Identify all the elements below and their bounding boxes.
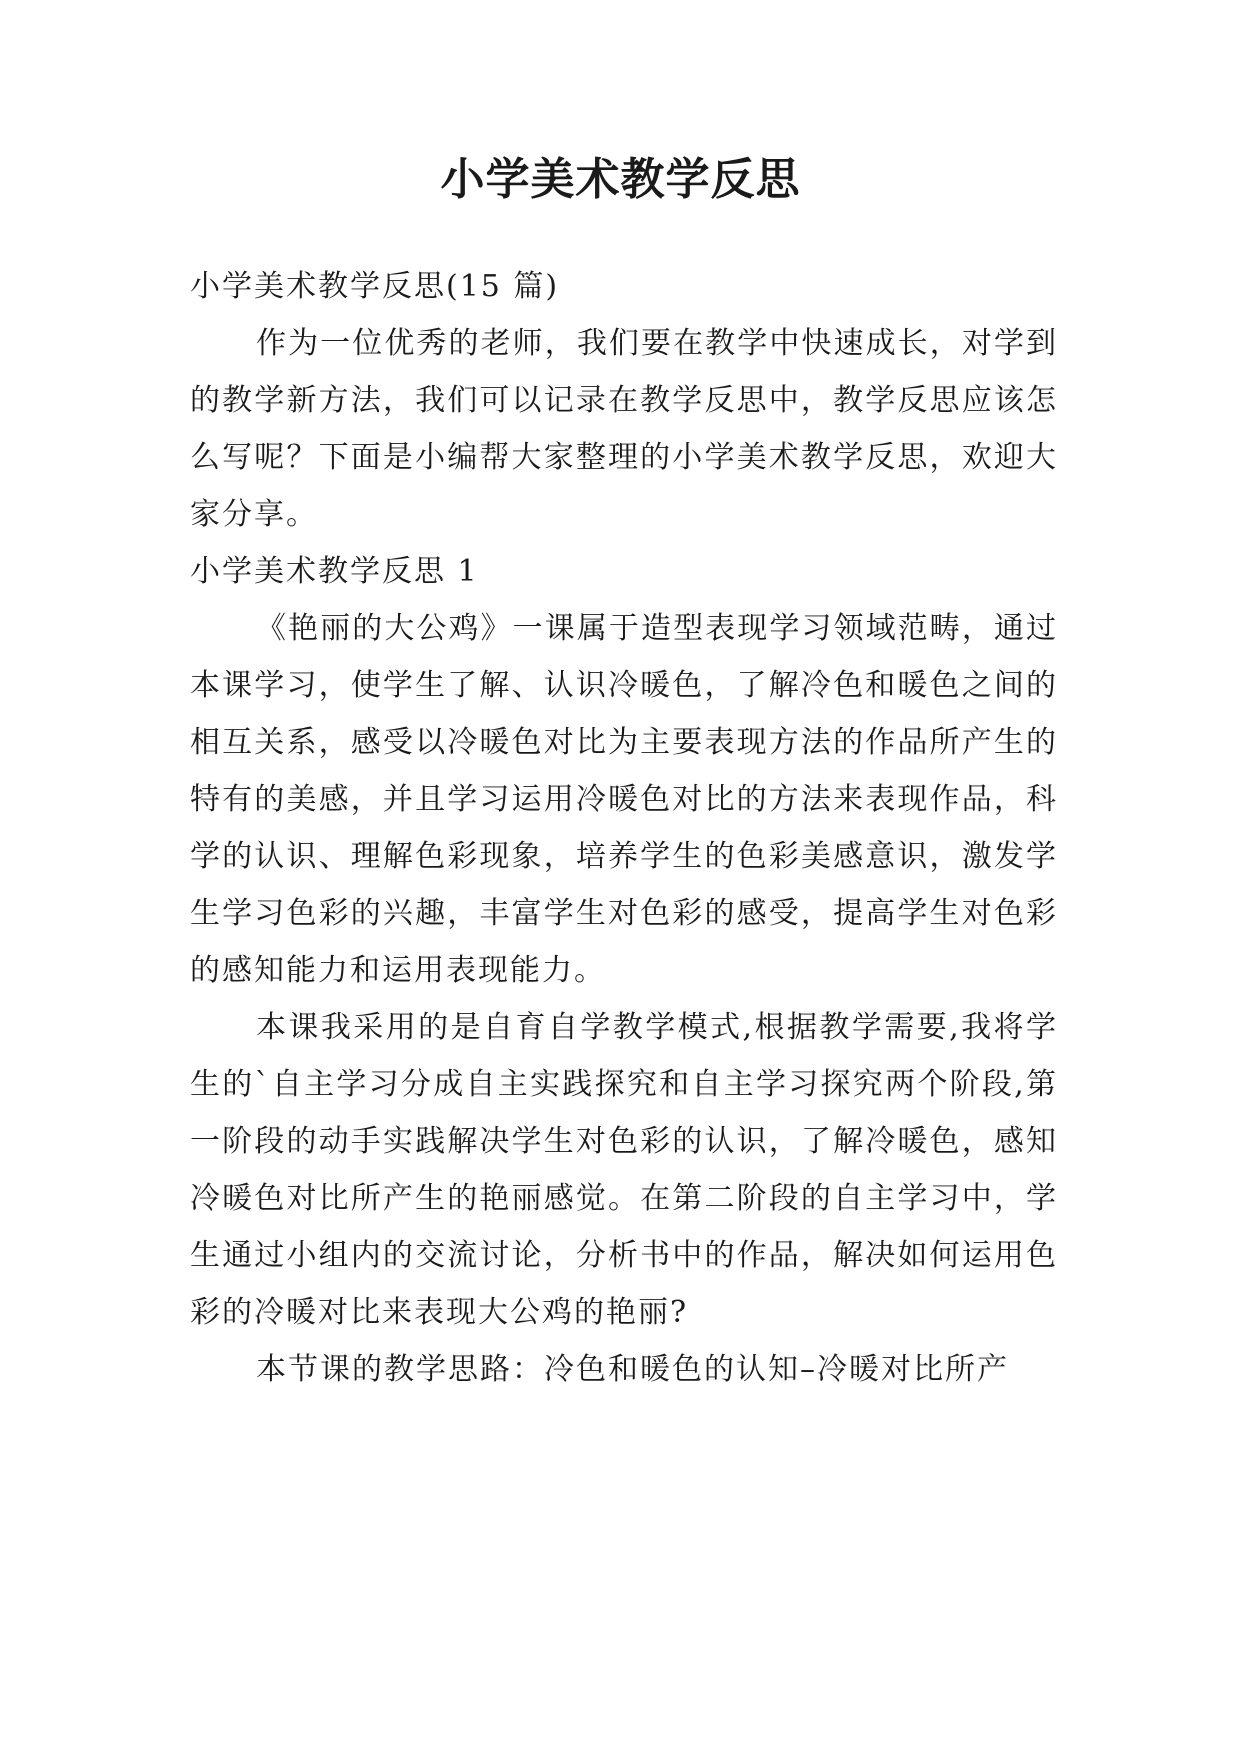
document-body <box>190 258 1058 1398</box>
section-heading: 小学美术教学反思 1 <box>190 554 479 589</box>
document-subtitle: 小学美术教学反思(15 篇) <box>190 269 560 304</box>
document-title: 小学美术教学反思 <box>440 154 801 205</box>
body-paragraph: 本课我采用的是自育自学教学模式,根据教学需要,我将学生的`自主学习分成自主实践探究和自主学习探究两个阶段,第一阶段的动手实践解决学生对色彩的认识，了解冷暖色，感知冷暖色对比所产生的艳丽感觉。在第二阶段的自主学习中，学生通过小组内的交流讨论，分析书中的作品，解决如何运用色彩的冷暖对比来表现大公鸡的艳丽? <box>190 1010 1058 1330</box>
body-paragraph: 本节课的教学思路：冷色和暖色的认知–冷暖对比所产 <box>256 1352 1009 1387</box>
body-paragraph: 《艳丽的大公鸡》一课属于造型表现学习领域范畴，通过本课学习，使学生了解、认识冷暖色，了解冷色和暖色之间的相互关系，感受以冷暖色对比为主要表现方法的作品所产生的特有的美感，并且学习运用冷暖色对比的方法来表现作品，科学的认识、理解色彩现象，培养学生的色彩美感意识，激发学生学习色彩的兴趣，丰富学生对色彩的感受，提高学生对色彩的感知能力和运用表现能力。 <box>190 611 1058 988</box>
intro-paragraph: 作为一位优秀的老师，我们要在教学中快速成长，对学到的教学新方法，我们可以记录在教学反思中，教学反思应该怎么写呢？下面是小编帮大家整理的小学美术教学反思，欢迎大家分享。 <box>190 326 1058 532</box>
